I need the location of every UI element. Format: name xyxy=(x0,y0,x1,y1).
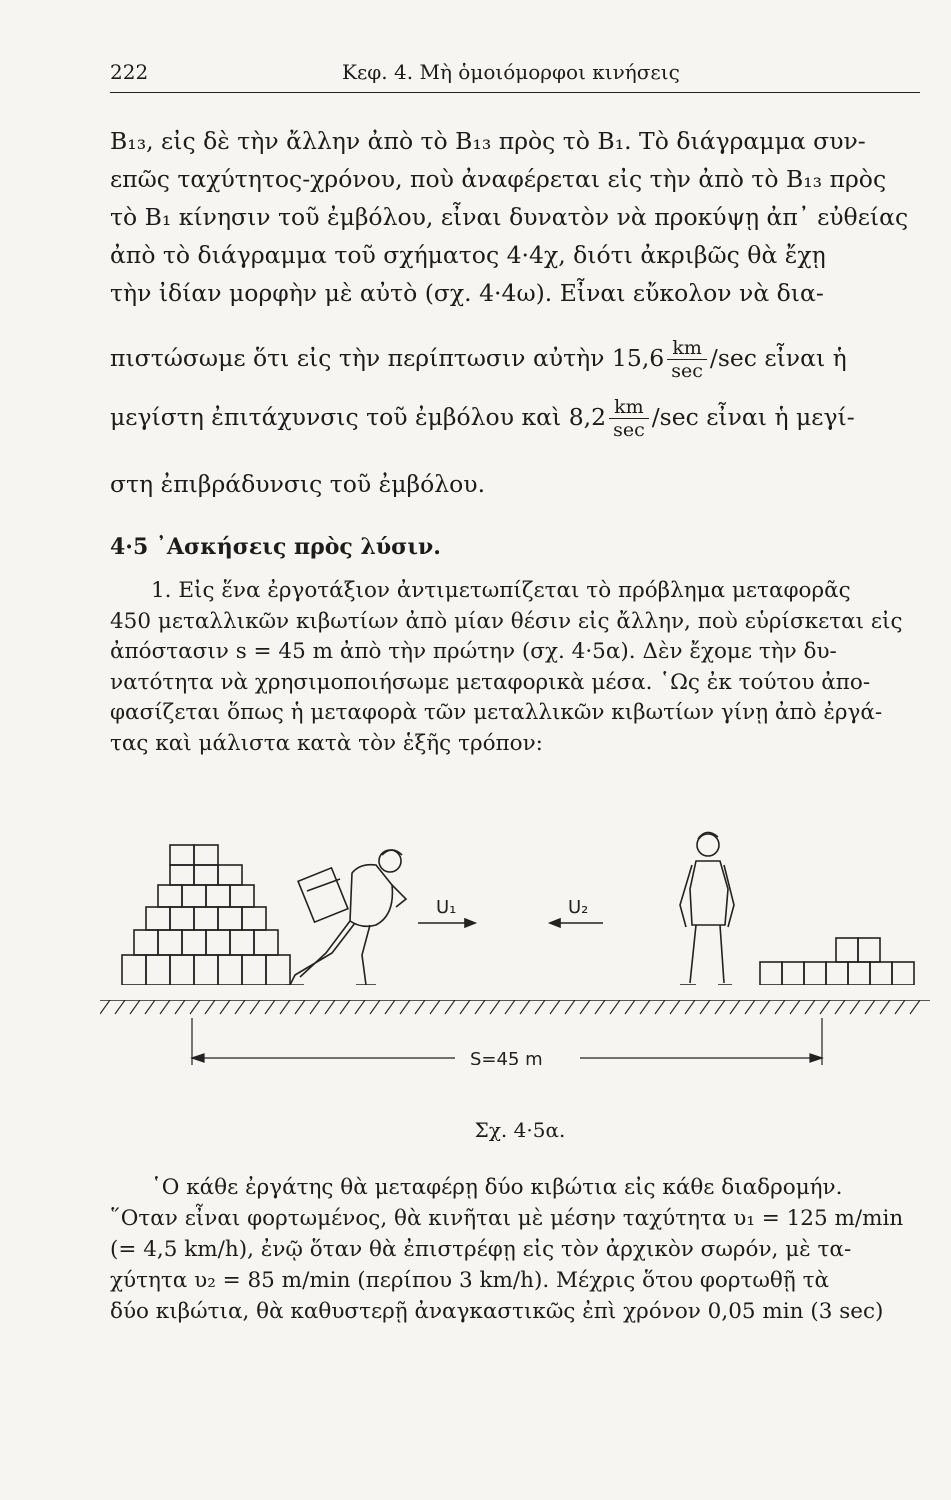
velocity-label-1: U₁ xyxy=(436,897,457,918)
text-line: (= 4,5 km/h), ἐνῷ ὅταν θὰ ἐπιστρέφῃ εἰς τὸν ἀρχικὸν σωρόν, μὲ τα- xyxy=(110,1237,852,1262)
worker-figure xyxy=(100,825,930,985)
text-line: ῾Ο κάθε ἐργάτης θὰ μεταφέρῃ δύο κιβώτια εἰς κάθε διαδρομήν. xyxy=(110,1175,843,1200)
distance-label: S=45 m xyxy=(470,1049,543,1065)
text-line: τὴν ἰδίαν μορφὴν μὲ αὐτὸ (σχ. 4·4ω). Εἶναι εὔκολον νὰ δια- xyxy=(110,279,824,307)
left-box-pile xyxy=(122,845,290,985)
text-line: φασίζεται ὅπως ἡ μεταφορὰ τῶν μεταλλικῶν κιβωτίων γίνῃ ἀπὸ ἐργά- xyxy=(110,700,883,725)
closing-paragraph xyxy=(110,1172,925,1327)
text-line: 450 μεταλλικῶν κιβωτίων ἀπὸ μίαν θέσιν εἰς ἄλλην, ποὺ εὑρίσκεται εἰς xyxy=(110,608,903,634)
text-line: ἀπὸ τὸ διάγραμμα τοῦ σχήματος 4·4χ, διότι ἀκριβῶς θὰ ἔχῃ xyxy=(110,241,826,269)
text-line: στη ἐπιβράδυνσις τοῦ ἐμβόλου. xyxy=(110,470,486,498)
header-rule xyxy=(110,92,920,93)
loaded-worker xyxy=(286,850,406,985)
text-fragment: πιστώσωμε ὅτι εἰς τὴν περίπτωσιν αὐτὴν 15,6 xyxy=(110,344,665,372)
velocity-arrows xyxy=(418,919,603,927)
velocity-label-2: U₂ xyxy=(568,897,589,918)
text-line: B₁₃, εἰς δὲ τὴν ἄλλην ἀπὸ τὸ B₁₃ πρὸς τὸ B₁. Τὸ διάγραμμα συν- xyxy=(110,127,866,155)
text-line-with-fraction xyxy=(110,337,925,382)
right-box-pile xyxy=(760,938,914,985)
text-line: τας καὶ μάλιστα κατὰ τὸν ἑξῆς τρόπον: xyxy=(110,730,543,756)
text-line-with-fraction xyxy=(110,396,925,441)
text-line: ἀπόστασιν s = 45 m ἀπὸ τὴν πρώτην (σχ. 4·5α). Δὲν ἔχομε τὴν δυ- xyxy=(110,639,837,664)
text-line: δύο κιβώτια, θὰ καθυστερῇ ἀναγκαστικῶς ἐπὶ χρόνον 0,05 min (3 sec) xyxy=(110,1299,884,1324)
fraction-numerator: km xyxy=(667,337,707,360)
unit-fraction xyxy=(667,337,707,382)
page-number: 222 xyxy=(110,60,149,84)
ground-hatching xyxy=(100,1000,920,1014)
text-line: χύτητα υ₂ = 85 m/min (περίπου 3 km/h). Μέχρις ὅτου φορτωθῇ τὰ xyxy=(110,1268,829,1293)
unit-fraction xyxy=(609,396,649,441)
fraction-denominator: sec xyxy=(671,360,703,382)
intro-paragraph xyxy=(110,122,925,312)
text-fragment: μεγίστη ἐπιτάχυνσις τοῦ ἐμβόλου καὶ 8,2 xyxy=(110,403,607,431)
returning-worker xyxy=(680,832,734,985)
text-line: ῞Οταν εἶναι φορτωμένος, θὰ κινῆται μὲ μέσην ταχύτητα υ₁ = 125 m/min xyxy=(110,1206,904,1231)
chapter-title: Κεφ. 4. Μὴ ὁμοιόμορφοι κινήσεις xyxy=(342,60,680,84)
fraction-denominator: sec xyxy=(613,419,645,441)
text-line: τὸ B₁ κίνησιν τοῦ ἐμβόλου, εἶναι δυνατὸν νὰ προκύψῃ ἀπ᾿ εὐθείας xyxy=(110,203,909,231)
text-line: νατότητα νὰ χρησιμοποιήσωμε μεταφορικὰ μέσα. ῾Ως ἐκ τούτου ἀπο- xyxy=(110,669,871,695)
fraction-numerator: km xyxy=(609,396,649,419)
figure-caption: Σχ. 4·5α. xyxy=(474,1118,566,1142)
exercise-paragraph xyxy=(110,576,925,759)
text-line: 1. Εἰς ἕνα ἐργοτάξιον ἀντιμετωπίζεται τὸ πρόβλημα μεταφορᾶς xyxy=(110,578,851,603)
text-fragment: /sec εἶναι ἡ μεγί- xyxy=(651,403,855,431)
running-header xyxy=(110,60,920,90)
text-line: επῶς ταχύτητος-χρόνου, ποὺ ἀναφέρεται εἰς τὴν ἀπὸ τὸ B₁₃ πρὸς xyxy=(110,165,887,193)
text-fragment: /sec εἶναι ἡ xyxy=(709,344,847,372)
section-heading: 4·5 ᾿Ασκήσεις πρὸς λύσιν. xyxy=(110,534,441,560)
ground-and-distance xyxy=(100,1000,930,1065)
